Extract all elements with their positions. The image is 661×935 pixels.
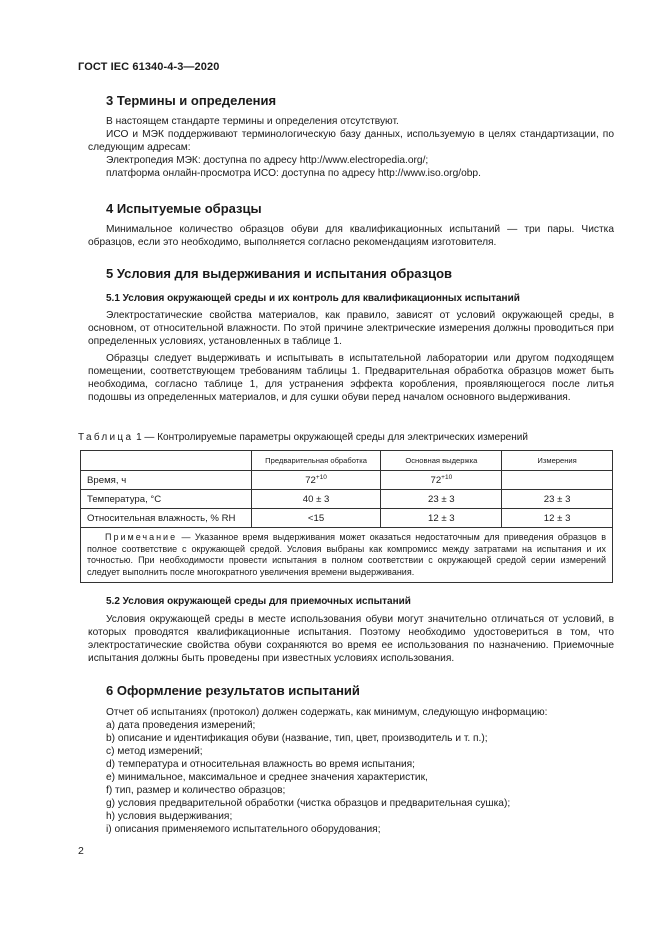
conditions-table bbox=[80, 450, 613, 583]
table-header-cell: Предварительная обработка bbox=[251, 451, 381, 471]
table-cell: 12 ± 3 bbox=[381, 509, 502, 528]
s3-paragraph-4: платформа онлайн-просмотра ИСО: доступна по адресу http://www.iso.org/obp. bbox=[106, 168, 481, 179]
table-header-cell bbox=[81, 451, 252, 471]
row-label: Температура, °C bbox=[81, 490, 252, 509]
row-label: Относительная влажность, % RH bbox=[81, 509, 252, 528]
table-cell: $72^{+10}$ bbox=[381, 471, 502, 490]
table-cell bbox=[502, 471, 613, 490]
table-row bbox=[81, 471, 613, 490]
s5-paragraph-1: Электростатические свойства материалов, как правило, зависят от условий окружающей среды, в основном, от относительной влажности. По этой причине электрические измерения должны проводиться при определенных условиях, установленных в таблице 1. bbox=[88, 310, 614, 347]
s3-paragraph-2: ИСО и МЭК поддерживают терминологическую базу данных, используемую в целях стандартизации, по следующим адресам: bbox=[88, 129, 614, 153]
list-item: f) тип, размер и количество образцов; bbox=[106, 785, 286, 796]
list-item: a) дата проведения измерений; bbox=[106, 720, 256, 731]
list-item: e) минимальное, максимальное и среднее значения характеристик, bbox=[106, 772, 428, 783]
s5-paragraph-3: Условия окружающей среды в месте использования обуви могут значительно отличаться от условий, в которых проводятся квалификационные испытания. Поэтому необходимо удостовериться в том, что электростатические свойства обуви сохраняются во время ее использования по назначению. Приемочные испытания должны быть проведены при известных условиях использования. bbox=[88, 614, 614, 664]
table-note-row bbox=[81, 528, 613, 583]
table-header-cell: Измерения bbox=[502, 451, 613, 471]
section-5-title: 5 Условия для выдерживания и испытания образцов bbox=[106, 266, 453, 281]
table-caption: Таблица 1 — Контролируемые параметры окружающей среды для электрических измерений bbox=[78, 432, 528, 443]
s3-paragraph-3: Электропедия МЭК: доступна по адресу http://www.electropedia.org/; bbox=[106, 155, 429, 166]
table-note: Примечание — Указанное время выдерживания может оказаться недостаточным для приведения образцов в полное соответствие с окружающей средой. Условия выбраны как компромисс между затратами на испытания и их точностью. При необходимости провести испытания в полном соответствии с окружающей средой серии измерений следует выполнить после многократного увеличения времени выдерживания. bbox=[81, 528, 613, 583]
s3-paragraph-1: В настоящем стандарте термины и определения отсутствуют. bbox=[106, 116, 399, 127]
table-row bbox=[81, 509, 613, 528]
table-row bbox=[81, 490, 613, 509]
s6-intro: Отчет об испытаниях (протокол) должен содержать, как минимум, следующую информацию: bbox=[106, 707, 548, 718]
table-cell: 12 ± 3 bbox=[502, 509, 613, 528]
table-cell: 23 ± 3 bbox=[381, 490, 502, 509]
s4-paragraph-1: Минимальное количество образцов обуви для квалификационных испытаний — три пары. Чистка образцов, если это необходимо, выполняется согласно рекомендациям изготовителя. bbox=[88, 224, 614, 248]
s5-paragraph-2: Образцы следует выдерживать и испытывать в испытательной лаборатории или другом подходящем помещении, соответствующем требованиям таблицы 1. Предварительная обработка образцов может быть необходима, согласно таблице 1, для устранения эффекта коробления, проявляющегося после литья подошвы из определенных материалов, и для сушки обуви перед началом основного выдерживания. bbox=[88, 353, 614, 403]
table-cell: <15 bbox=[251, 509, 381, 528]
list-item: i) описания применяемого испытательного оборудования; bbox=[106, 824, 381, 835]
section-4-title: 4 Испытуемые образцы bbox=[106, 201, 262, 216]
list-item: c) метод измерений; bbox=[106, 746, 203, 757]
page-number: 2 bbox=[78, 845, 84, 857]
list-item: d) температура и относительная влажность во время испытания; bbox=[106, 759, 415, 770]
table-cell: 23 ± 3 bbox=[502, 490, 613, 509]
document-header: ГОСТ IEC 61340-4-3—2020 bbox=[78, 61, 220, 73]
subsection-5-2-title: 5.2 Условия окружающей среды для приемочных испытаний bbox=[106, 596, 411, 607]
table-cell: $72^{+10}$ bbox=[251, 471, 381, 490]
subsection-5-1-title: 5.1 Условия окружающей среды и их контроль для квалификационных испытаний bbox=[106, 293, 520, 304]
table-header-cell: Основная выдержка bbox=[381, 451, 502, 471]
list-item: g) условия предварительной обработки (чистка образцов и предварительная сушка); bbox=[106, 798, 511, 809]
row-label: Время, ч bbox=[81, 471, 252, 490]
table-header-row bbox=[81, 451, 613, 471]
section-3-title: 3 Термины и определения bbox=[106, 93, 277, 108]
table-cell: 40 ± 3 bbox=[251, 490, 381, 509]
section-6-title: 6 Оформление результатов испытаний bbox=[106, 683, 360, 698]
list-item: b) описание и идентификация обуви (название, тип, цвет, производитель и т. п.); bbox=[106, 733, 488, 744]
list-item: h) условия выдерживания; bbox=[106, 811, 233, 822]
